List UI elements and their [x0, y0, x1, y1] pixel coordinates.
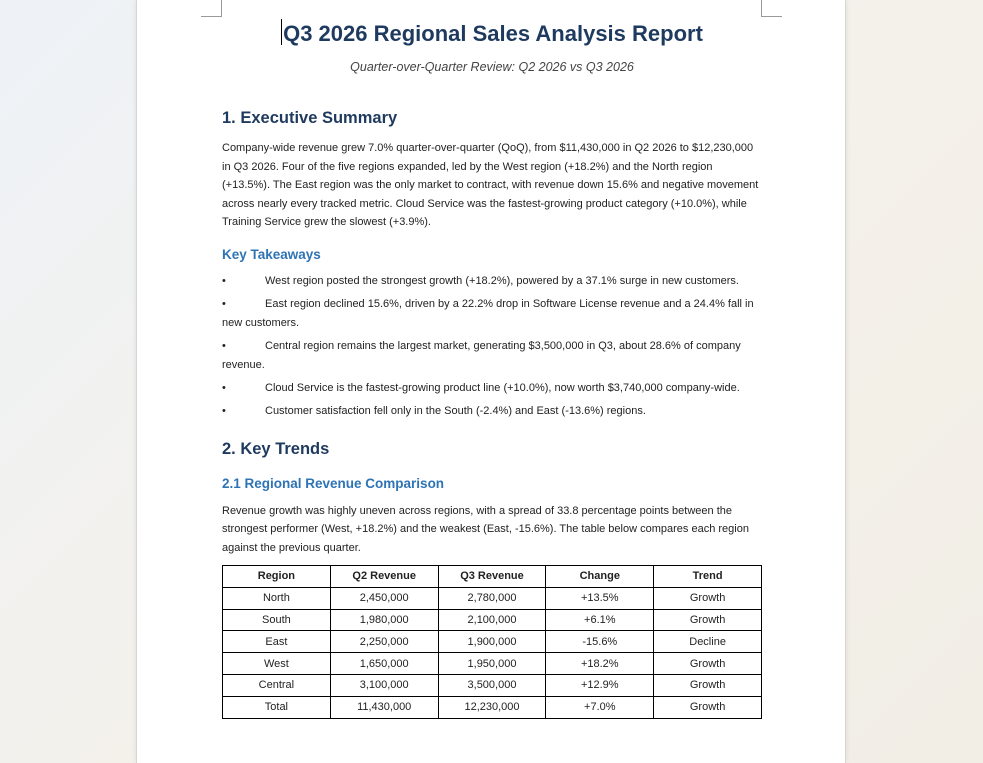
table-cell[interactable]: 2,250,000 [330, 631, 438, 653]
list-item[interactable] [222, 272, 762, 291]
table-cell[interactable]: 11,430,000 [330, 696, 438, 718]
bullet-icon: • [222, 297, 226, 310]
list-item[interactable] [222, 379, 762, 398]
table-cell[interactable]: +12.9% [546, 674, 654, 696]
list-item[interactable] [222, 295, 762, 333]
table-cell[interactable]: 12,230,000 [438, 696, 546, 718]
bullet-icon: • [222, 274, 226, 287]
table-header-row [223, 566, 762, 588]
table-cell[interactable]: 1,650,000 [330, 653, 438, 675]
table-cell[interactable]: East [223, 631, 331, 653]
column-header-q2-revenue[interactable]: Q2 Revenue [330, 566, 438, 588]
table-row [223, 609, 762, 631]
text-cursor [281, 19, 282, 45]
table-cell[interactable]: Growth [654, 653, 762, 675]
regional-revenue-table [222, 565, 762, 719]
table-cell[interactable]: 2,780,000 [438, 587, 546, 609]
table-cell[interactable]: Total [223, 696, 331, 718]
list-item-text[interactable]: Central region remains the largest market, generating $3,500,000 in Q3, about 28.6% of company revenue. [222, 339, 741, 371]
column-header-q3-revenue[interactable]: Q3 Revenue [438, 566, 546, 588]
column-header-trend[interactable]: Trend [654, 566, 762, 588]
margin-corner-top-right [761, 0, 782, 17]
table-cell[interactable]: 1,950,000 [438, 653, 546, 675]
bullet-icon: • [222, 339, 226, 352]
list-item-text[interactable]: West region posted the strongest growth (+18.2%), powered by a 37.1% surge in new customers. [265, 274, 739, 287]
table-cell[interactable]: West [223, 653, 331, 675]
table-cell[interactable]: 2,450,000 [330, 587, 438, 609]
table-cell[interactable]: Decline [654, 631, 762, 653]
list-item-text[interactable]: Customer satisfaction fell only in the South (-2.4%) and East (-13.6%) regions. [265, 404, 646, 417]
list-item-text[interactable]: East region declined 15.6%, driven by a 22.2% drop in Software License revenue and a 24.4% fall in new customers. [222, 297, 754, 329]
section-heading-executive-summary[interactable]: 1. Executive Summary [222, 109, 398, 127]
table-cell[interactable]: 1,900,000 [438, 631, 546, 653]
table-cell[interactable]: +13.5% [546, 587, 654, 609]
subheading-regional-revenue[interactable]: 2.1 Regional Revenue Comparison [222, 475, 445, 491]
table-cell[interactable]: Growth [654, 587, 762, 609]
key-takeaways-list [222, 272, 762, 421]
table-cell[interactable]: 3,100,000 [330, 674, 438, 696]
table-row [223, 631, 762, 653]
column-header-change[interactable]: Change [546, 566, 654, 588]
table-cell[interactable]: -15.6% [546, 631, 654, 653]
list-item[interactable] [222, 337, 762, 375]
list-item-text[interactable]: Cloud Service is the fastest-growing product line (+10.0%), now worth $3,740,000 company-wide. [265, 381, 740, 394]
column-header-region[interactable]: Region [223, 566, 331, 588]
table-cell[interactable]: Growth [654, 674, 762, 696]
table-cell[interactable]: +18.2% [546, 653, 654, 675]
table-row [223, 653, 762, 675]
document-subtitle[interactable]: Quarter-over-Quarter Review: Q2 2026 vs Q3 2026 [350, 60, 634, 74]
regional-revenue-paragraph[interactable]: Revenue growth was highly uneven across regions, with a spread of 33.8 percentage points between the strongest performer (West, +18.2%) and the weakest (East, -15.6%). The table below compares each region against the previous quarter. [222, 504, 749, 554]
executive-summary-paragraph[interactable]: Company-wide revenue grew 7.0% quarter-over-quarter (QoQ), from $11,430,000 in Q2 2026 to $12,230,000 in Q3 2026. Four of the five regions expanded, led by the West region (+18.2%) and the North region (+13.5%). The East region was the only market to contract, with revenue down 15.6% and negative movement across nearly every tracked metric. Cloud Service was the fastest-growing product category (+10.0%), while Training Service grew the slowest (+3.9%). [222, 142, 759, 228]
margin-corner-top-left [201, 0, 222, 17]
table-cell[interactable]: South [223, 609, 331, 631]
table-cell[interactable]: 1,980,000 [330, 609, 438, 631]
list-item[interactable] [222, 402, 762, 421]
document-title[interactable]: Q3 2026 Regional Sales Analysis Report [283, 21, 703, 46]
table-cell[interactable]: Growth [654, 696, 762, 718]
table-cell[interactable]: Central [223, 674, 331, 696]
section-heading-key-trends[interactable]: 2. Key Trends [222, 439, 330, 458]
bullet-icon: • [222, 381, 226, 394]
table-cell[interactable]: 3,500,000 [438, 674, 546, 696]
table-cell[interactable]: North [223, 587, 331, 609]
table-row [223, 587, 762, 609]
table-cell[interactable]: Growth [654, 609, 762, 631]
table-row-total [223, 696, 762, 718]
table-cell[interactable]: +6.1% [546, 609, 654, 631]
document-body[interactable] [222, 0, 762, 719]
table-row [223, 674, 762, 696]
document-page [137, 0, 845, 763]
subheading-key-takeaways[interactable]: Key Takeaways [222, 246, 321, 262]
table-cell[interactable]: +7.0% [546, 696, 654, 718]
table-cell[interactable]: 2,100,000 [438, 609, 546, 631]
document-title-line[interactable] [222, 0, 762, 49]
bullet-icon: • [222, 404, 226, 417]
